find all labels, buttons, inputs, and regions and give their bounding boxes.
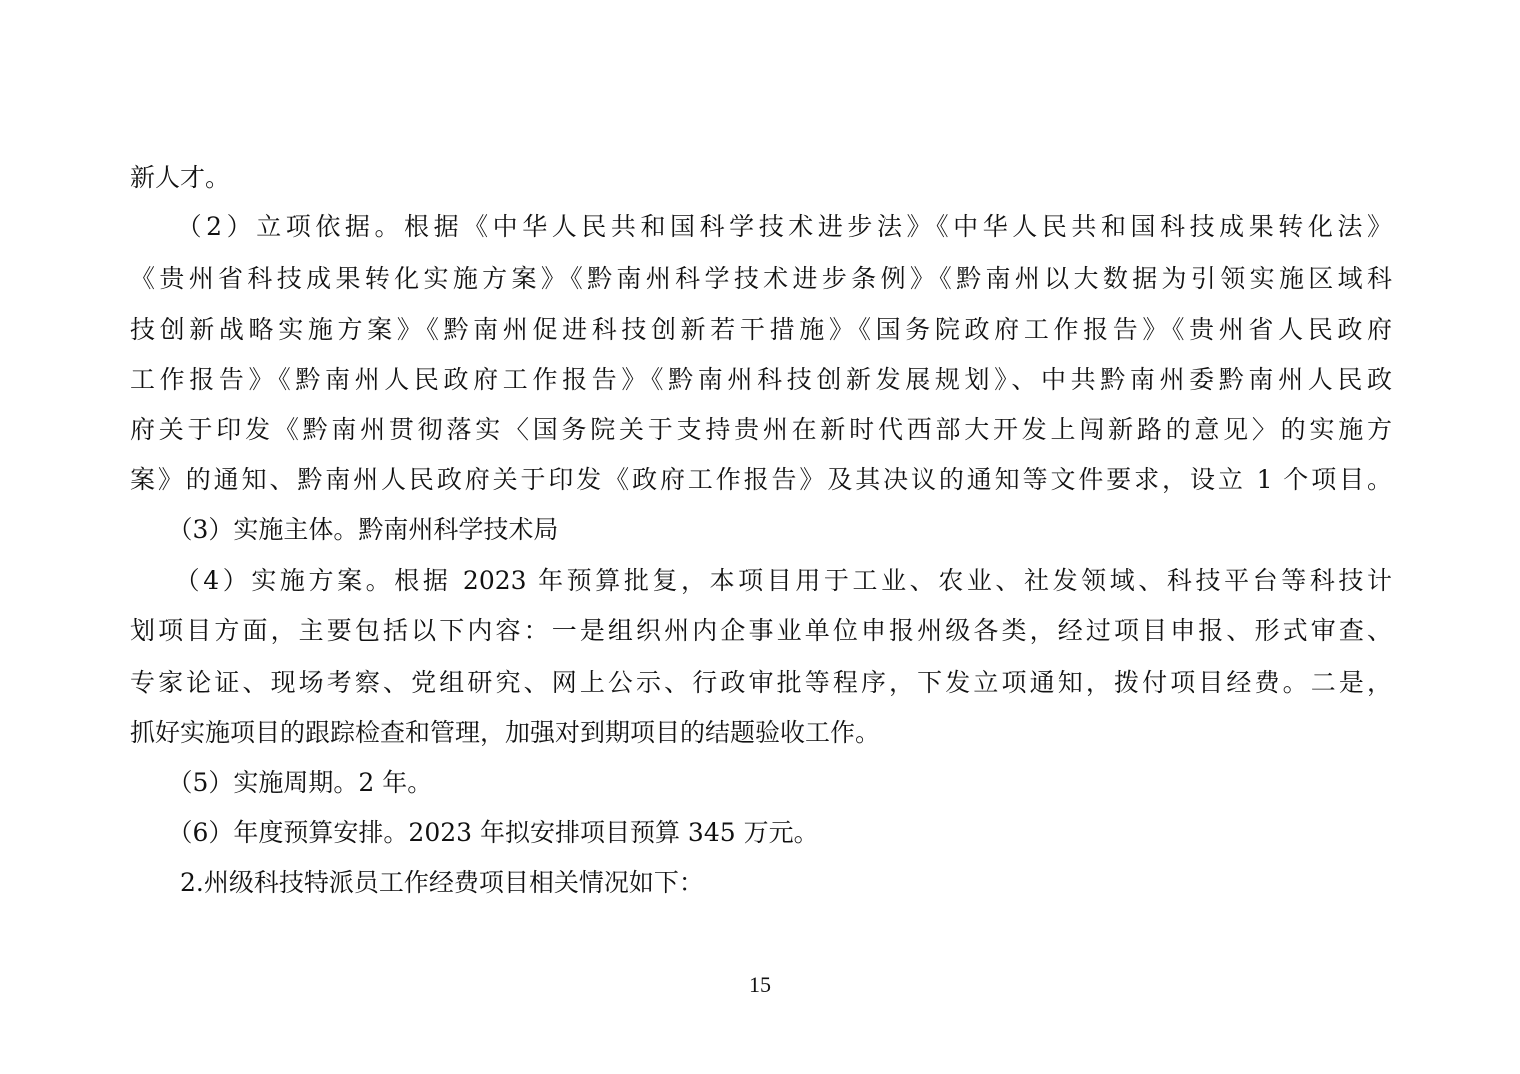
paragraph-line: 抓好实施项目的跟踪检查和管理，加强对到期项目的结题验收工作。	[130, 718, 881, 747]
paragraph-line: （4）实施方案。根据 2023 年预算批复，本项目用于工业、农业、社发领域、科技平台等科技计	[130, 566, 1392, 595]
paragraph-line: 2.州级科技特派员工作经费项目相关情况如下：	[130, 868, 704, 897]
paragraph-line: 案》的通知、黔南州人民政府关于印发《政府工作报告》及其决议的通知等文件要求，设立 1 个项目。	[130, 465, 1392, 494]
paragraph-line: 《贵州省科技成果转化实施方案》《黔南州科学技术进步条例》《黔南州以大数据为引领实施区域科	[130, 264, 1392, 293]
paragraph-line: 技创新战略实施方案》《黔南州促进科技创新若干措施》《国务院政府工作报告》《贵州省人民政府	[130, 315, 1392, 344]
paragraph-line: 工作报告》《黔南州人民政府工作报告》《黔南州科技创新发展规划》、中共黔南州委黔南州人民政	[130, 365, 1392, 394]
paragraph-line: （2）立项依据。根据《中华人民共和国科学技术进步法》《中华人民共和国科技成果转化法》	[130, 212, 1392, 241]
paragraph-line: 划项目方面，主要包括以下内容：一是组织州内企事业单位申报州级各类，经过项目申报、形式审查、	[130, 616, 1392, 645]
paragraph-line: （5）实施周期。2 年。	[130, 768, 433, 797]
paragraph-line: 府关于印发《黔南州贯彻落实〈国务院关于支持贵州在新时代西部大开发上闯新路的意见〉的实施方	[130, 415, 1392, 444]
paragraph-line: （3）实施主体。黔南州科学技术局	[130, 515, 559, 544]
page-number: 15	[749, 972, 771, 997]
paragraph-line: 新人才。	[130, 163, 231, 192]
paragraph-line: （6）年度预算安排。2023 年拟安排项目预算 345 万元。	[130, 818, 819, 847]
paragraph-line: 专家论证、现场考察、党组研究、网上公示、行政审批等程序，下发立项通知，拨付项目经费。二是，	[130, 668, 1392, 697]
